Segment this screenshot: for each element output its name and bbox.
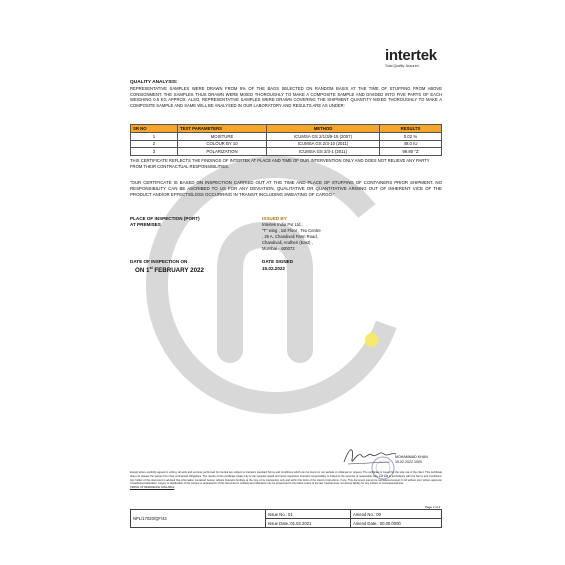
date-signed-value: 15.02.2022: [262, 266, 285, 271]
col-sr-no: SR NO: [131, 125, 178, 133]
cell-parameter: COLOUR BY 10: [178, 140, 267, 148]
date-signed-label: DATE SIGNED: [262, 259, 294, 264]
cell-result: 0.02 %: [380, 133, 442, 141]
quality-analysis-text: REPRESENTATIVE SAMPLES WERE DRAWN FROM 5% OF THE BAGS SELECTED ON RANDOM BASIS AT THE TIME OF STUFFING FROM ABOVE CONSIGNMENT. THE SAMPLES THUS DRAWN WERE MIXED THOROUGHLY TO MAKE A COMPOSITE SAMPLE AND DIVIDED INTO FIVE PARTS OF EACH WEIGHING 0.5 KG APPROX. ALSO, REPRESENTATIVE SAMPLES WERE DRAWN COVERING THE SHIPMENT QUANTITY MIXED THOROUGHLY TO MAKE A COMPOSITE SAMPLE AND SAME WILL BE ANALYSED IN OUR LABORATORY AND RESULTS ARE AS UNDER:: [130, 86, 442, 108]
doc-code: NPL/17020/QF/43: [131, 510, 266, 528]
address-line: Intertek India Pvt Ltd.,: [262, 222, 303, 227]
intertek-logo: [385, 47, 455, 68]
table-row: [131, 148, 442, 156]
col-results: RESULTS: [380, 125, 442, 133]
place-value: AT PREMISES: [130, 222, 161, 227]
findings-disclaimer: THIS CERTIFICATE REFLECTS THE FINDINGS OF INTERTEK AT PLACE AND TIME OF OUR INTERVENTION ONLY AND DOES NOT RELIEVE ANY PARTY FROM THEIR CONTRACTUAL RESPONSIBILITIES.: [130, 158, 430, 169]
signatory-name: MOHAMMAD KHAN: [395, 455, 428, 459]
logo-name: intertek: [385, 47, 437, 64]
issue-no: Issue No.: 01: [266, 510, 351, 519]
col-test-parameters: TEST PARAMETERS: [178, 125, 267, 133]
certificate-note: "OUR CERTIFICATE IS BASED ON INSPECTION CARRIED OUT AT THE TIME AND PLACE OF STUFFING OF CONTAINERS PRIOR SHIPMENT. NO RESPONSIBILITY CAN BE ASCRIBED TO US FOR ANY DEVIATION, QUALITATIVE OR QUANTITATIVE ARISING OUT OF INHERENT VICE OF THE PRODUCT AND/OR EFFECTS/LOSS OCCURRING IN TRANSIT INCLUDING SWEATING OF CARGO.": [130, 180, 442, 197]
fine-print-text: Except where explicitly agreed in writing, all work and services performed by Intertek are subject to Intertek's standard Terms and Conditions which can be found on our website or obtained on request. The certificate is issued for the sole use of the client. This certificate does not release the parties from their contractual obligations. The results of this certificate relate only to the samples tested and items inspected. Intertek's responsibility is limited to the exercise of reasonable care and skill in accordance with the Terms and Conditions. Any holder of this document is advised that information contained hereon reflects Intertek's findings at the time of its intervention only and within the limits of the client's instructions, if any. This document cannot be reproduced except in full without prior written approval. Unauthorised alteration, forgery or falsification of the content or appearance of this document is unlawful and offenders may be prosecuted to the fullest extent of the law. Intertek does not accept liability for any indirect or consequential loss.: [130, 471, 442, 486]
cell-method: ICUMSA GS 2/3-10 (2011): [267, 140, 380, 148]
cell-method: ICUMSA GS 2/3-1 (2011): [267, 148, 380, 156]
logo-tagline: Total Quality. Assured.: [385, 64, 420, 68]
quality-analysis-heading: QUALITY ANALYSIS:: [130, 80, 178, 85]
signatory-date: 15.02.2022 1000: [395, 459, 422, 464]
date-of-inspection-label: DATE OF INSPECTION ON: [130, 259, 188, 264]
results-table: [130, 124, 442, 156]
address-line: Chandivali, Andheri (East) ,: [262, 240, 313, 246]
footer-table: [130, 509, 442, 528]
cell-result: 99.80 °Z: [380, 148, 442, 156]
cell-sr-no: 2: [131, 140, 178, 148]
col-method: METHOD: [267, 125, 380, 133]
cell-parameter: POLARIZATION: [178, 148, 267, 156]
place-label: PLACE OF INSPECTION (PORT): [130, 216, 200, 221]
terms-fine-print: [130, 471, 442, 490]
cell-result: 48.0 IU: [380, 140, 442, 148]
issued-by-label: ISSUED BY: [262, 216, 287, 221]
cell-parameter: MOISTURE: [178, 133, 267, 141]
table-row: [131, 133, 442, 141]
address-line: "T" wing , 1st Floor , Tex Centre: [262, 228, 321, 234]
signatory: [395, 455, 428, 464]
issuer-address: [262, 222, 321, 252]
terms-reference: TERMS OF REFERENCE AVAILABLE: [130, 486, 175, 490]
date-of-inspection-value: ON 1st FEBRUARY 2022: [135, 266, 204, 275]
amend-date: Amend Date.: 00.00.0000: [351, 519, 442, 528]
page-number: Page 2 of 2: [425, 505, 441, 509]
footer-row: [131, 510, 442, 519]
place-of-inspection: [130, 216, 200, 228]
issue-date: Issue Date.:01.02.2021: [266, 519, 351, 528]
amend-no: Amend No.: 00: [351, 510, 442, 519]
table-row: [131, 140, 442, 148]
address-line: , 26 A, Chandivali Farm Road,: [262, 234, 318, 240]
results-header-row: [131, 125, 442, 133]
cell-sr-no: 1: [131, 133, 178, 141]
address-line: Mumbai - 400072: [262, 246, 295, 252]
cell-sr-no: 3: [131, 148, 178, 156]
cell-method: ICUMSA GS 2/1/3/9-15 (2007): [267, 133, 380, 141]
